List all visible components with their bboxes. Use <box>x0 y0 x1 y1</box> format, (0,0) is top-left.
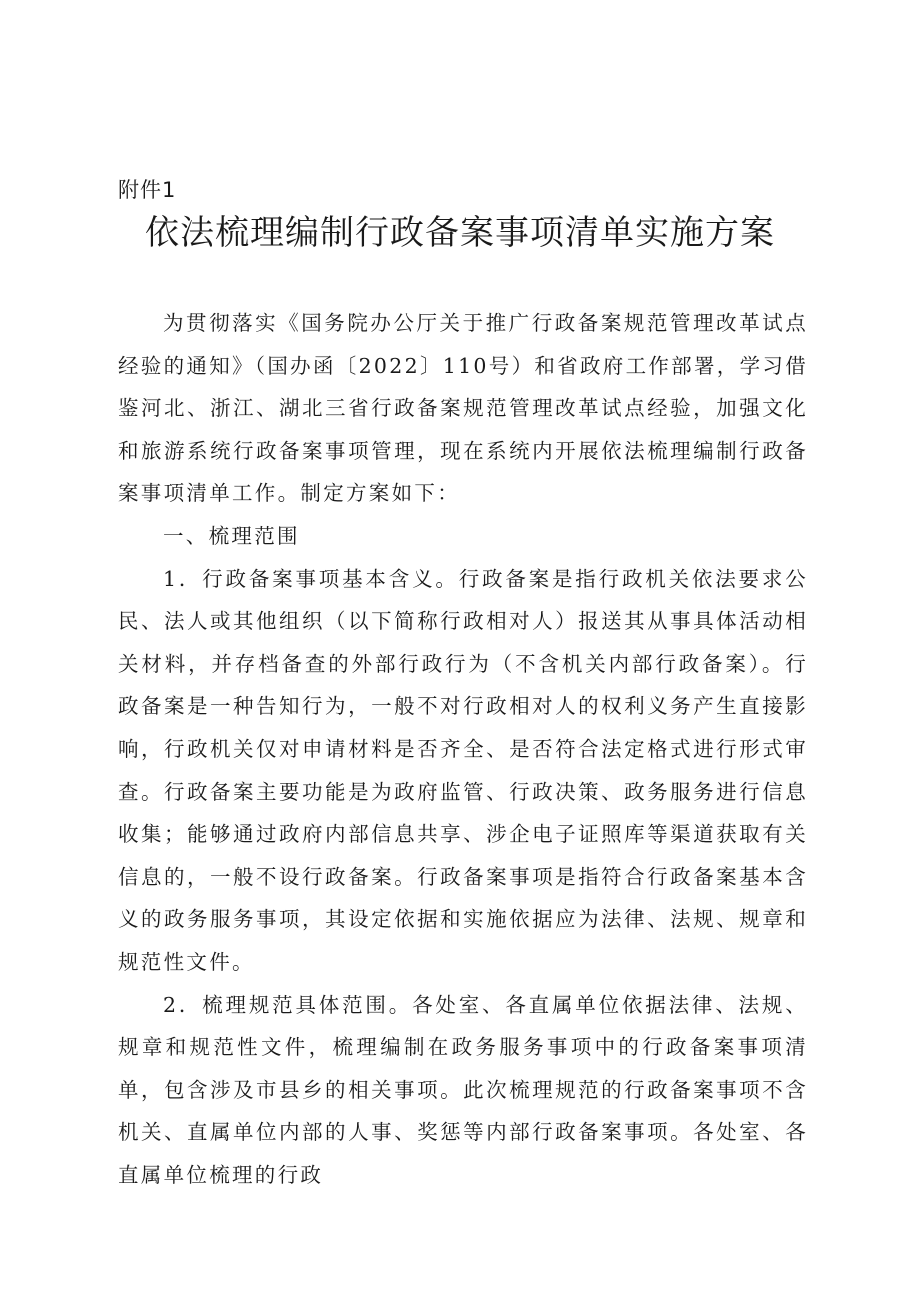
section-heading: 一、梳理范围 <box>163 523 300 548</box>
intro-paragraph: 为贯彻落实《国务院办公厅关于推广行政备案规范管理改革试点经验的通知》（国办函〔2022〕110号）和省政府工作部署，学习借鉴河北、浙江、湖北三省行政备案规范管理改革试点经验，加强文化和旅游系统行政备案事项管理，现在系统内开展依法梳理编制行政备案事项清单工作。制定方案如下： <box>118 311 808 506</box>
document-body <box>118 302 808 1196</box>
item-1-paragraph: 1．行政备案事项基本含义。行政备案是指行政机关依法要求公民、法人或其他组织（以下简称行政相对人）报送其从事具体活动相关材料，并存档备查的外部行政行为（不含机关内部行政备案）。行政备案是一种告知行为，一般不对行政相对人的权利义务产生直接影响，行政机关仅对申请材料是否齐全、是否符合法定格式进行形式审查。行政备案主要功能是为政府监管、行政决策、政务服务进行信息收集；能够通过政府内部信息共享、涉企电子证照库等渠道获取有关信息的，一般不设行政备案。行政备案事项是指符合行政备案基本含义的政务服务事项，其设定依据和实施依据应为法律、法规、规章和规范性文件。 <box>118 566 808 974</box>
annex-label: 附件1 <box>118 178 177 202</box>
item-2-paragraph: 2．梳理规范具体范围。各处室、各直属单位依据法律、法规、规章和规范性文件，梳理编制在政务服务事项中的行政备案事项清单，包含涉及市县乡的相关事项。此次梳理规范的行政备案事项不含机关、直属单位内部的人事、奖惩等内部行政备案事项。各处室、各直属单位梳理的行政 <box>118 992 808 1187</box>
document-title: 依法梳理编制行政备案事项清单实施方案 <box>145 213 775 253</box>
